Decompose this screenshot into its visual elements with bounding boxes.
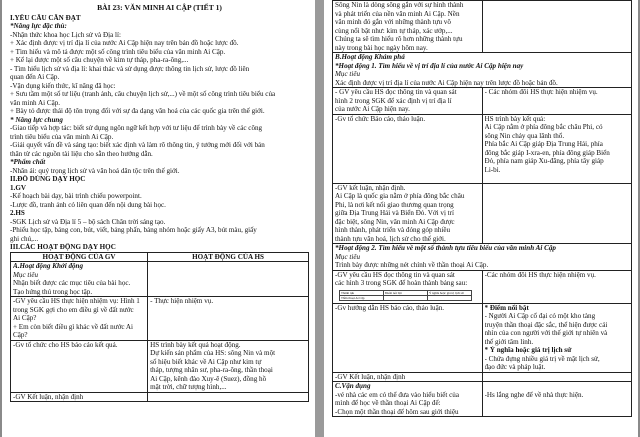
table-row [333, 53, 632, 88]
text-line: + Kể lại được một số câu chuyện về kim tự tháp, pha-ra-ông,... [10, 56, 189, 64]
cell-line: - Thực hiện nhiệm vụ. [150, 297, 214, 305]
right-page [324, 0, 638, 437]
student-activity-cell [148, 340, 309, 392]
cell-line [335, 363, 480, 372]
cell-line: Mục tiêu [13, 270, 39, 279]
cell-line [335, 338, 480, 347]
cell-line: - Các nhóm đôi HS thực hiện nhiệm vụ. [484, 88, 598, 96]
cell-line: truyện thần thoại đặc sắc, thể hiện được cái [484, 320, 608, 329]
text-line: 2.HS [10, 209, 25, 217]
teacher-activity-cell [11, 392, 148, 402]
teacher-activity-cell [333, 303, 483, 372]
student-activity-cell [482, 372, 632, 382]
cell-line: *Hoạt động 1. Tìm hiểu về vị trí địa lí của nước Ai Cập hiện nay [335, 61, 524, 70]
right-activity-table [332, 0, 632, 417]
cell-line: Ai Cập là quốc gia nằm ở phía đông bắc châu [335, 192, 465, 200]
table-row [11, 262, 309, 297]
cell-line: Đỏ, phía nam giáp Xu-đăng, phía tây giáp [484, 157, 604, 165]
table-row [333, 114, 632, 183]
cell-line: trong SGK gợi cho em điều gì về đất nước [13, 305, 134, 314]
text-line: -SGK Lịch sử và Địa lí 5 – bộ sách Chân trời sáng tạo. [10, 217, 166, 226]
table-cell [333, 244, 632, 271]
teacher-activity-cell [333, 183, 483, 244]
cell-line: HS trình bày kết quả hoạt động. [150, 340, 241, 349]
cell-line: *Hoạt động 2. Tìm hiểu về một số thành tựu tiêu biểu của văn minh Ai Cập [335, 244, 556, 252]
text-line: 1.GV [10, 183, 26, 192]
cell-line: HS trình bày kết quả: [484, 114, 546, 123]
lesson-title: BÀI 23: VĂN MINH AI CẬP (TIẾT 1) [97, 3, 222, 12]
cell-line [335, 157, 480, 166]
cell-line: các hình 3 trong SGK để hoàn thành bảng sau: [335, 279, 468, 287]
teacher-activity-cell [333, 1, 483, 53]
student-activity-cell [482, 1, 632, 53]
cell-line: * Ý nghĩa hoặc giá trị lịch sử [484, 346, 572, 354]
cell-line: Nhận biết được các mục tiêu của bài học. [13, 279, 131, 287]
cell-line: - Người Ai Cập cổ đại có một kho tàng [484, 312, 596, 320]
cell-line: -GV Kết luận, nhận định [13, 392, 84, 401]
cell-line: hình thành, phát triển và đóng góp nhiều [335, 226, 451, 234]
student-activity-cell [482, 270, 632, 303]
left-body-text [10, 14, 309, 252]
cell-line: Tạo hứng thú trong học tập. [13, 287, 93, 296]
text-line: I.YÊU CẦU CẦN ĐẠT [10, 13, 81, 22]
cell-line: hình 2 trong SGK để xác định vị trí địa lí [335, 96, 452, 105]
cell-line: và phát triển của nền văn minh Ai Cập. Nền [335, 9, 460, 18]
cell-line: Phía bắc Ai Cập giáp Địa Trung Hải, phía [484, 140, 603, 148]
cell-line [335, 140, 480, 149]
text-line: + Tìm hiểu và mô tả được một số công trình tiêu biểu của văn minh Ai Cập. [10, 47, 226, 56]
cell-line [335, 123, 480, 132]
cell-line [13, 358, 145, 367]
cell-line: Ai Cập nằm ở phía đông bắc châu Phi, có [484, 123, 603, 131]
cell-line: Mục tiêu [335, 70, 361, 78]
cell-line [335, 355, 480, 364]
text-line: -Lược đồ, tranh ảnh có liên quan đến nội dung bài học. [10, 200, 166, 209]
text-line: trình tiêu biểu của văn minh Ai Cập. [10, 132, 114, 141]
table-row [333, 183, 632, 244]
teacher-activity-cell [11, 340, 148, 392]
cell-line: -GV yêu cầu HS thực hiện nhiệm vụ: Hình 1 [13, 297, 140, 305]
mini-table-cell [383, 295, 427, 300]
cell-line: Chúng ta sẽ tìm hiểu rõ hơn những thành tựu [335, 35, 463, 43]
mini-table-header: Thành tựu [340, 290, 384, 295]
teacher-activity-cell [333, 372, 483, 382]
cell-line [335, 166, 480, 175]
cell-line [13, 349, 145, 358]
cell-line: - GV yêu cầu HS đọc thông tin và quan sát [335, 88, 457, 96]
cell-line [335, 346, 480, 355]
cell-line: mình để học về thần thoại Ai Cập để: [335, 399, 441, 407]
table-row [11, 340, 309, 392]
text-line: -Vận dụng kiến thức, kĩ năng đã học: [10, 81, 116, 90]
cell-line: Trình bày được những nét chính về thần thoại Ai Cập. [335, 261, 489, 269]
cell-line: Cập? [13, 331, 28, 339]
text-line: *Phẩm chất [10, 158, 46, 166]
cell-line: thành tựu văn hoá, lịch sử cho thế giới. [335, 234, 446, 243]
left-activity-table [10, 252, 309, 403]
table-header: HOẠT ĐỘNG CỦA GV [11, 252, 148, 262]
table-row [11, 392, 309, 402]
cell-line: Ai Cập? [13, 314, 37, 322]
table-row [333, 382, 632, 417]
cell-line: -GV yêu cầu HS đọc thông tin và quan sát [335, 270, 455, 279]
cell-line: * Điểm nổi bật [484, 303, 529, 312]
cell-line: đông bắc giáp I-xra-en, phía đông giáp Biển [484, 148, 610, 157]
cell-line: tháp, tượng nhân sư, pha-ra-ông, thần thoại [150, 366, 273, 374]
cell-line [335, 312, 480, 321]
mini-table-header: Điểm nổi bật [383, 290, 427, 295]
text-line: -Giao tiếp và hợp tác: biết sử dụng ngôn ngữ kết hợp với tư liệu để trình bày về các công [10, 124, 263, 132]
cell-line: cùng nổi bật như: kim tự tháp, xác ướp,... [335, 26, 453, 35]
cell-line [335, 329, 480, 338]
text-line: III.CÁC HOẠT ĐỘNG DẠY HỌC [10, 243, 116, 251]
student-activity-cell [148, 297, 309, 341]
cell-line: -Gv hướng dẫn HS báo cáo, thảo luận. [335, 303, 445, 312]
text-line: thân từ các nguồn tài liệu cho sẵn theo hướng dẫn. [10, 149, 153, 158]
table-row [333, 372, 632, 382]
cell-line: Dự kiến sản phẩm của HS: sông Nin và một [150, 349, 276, 357]
cell-line [335, 149, 480, 158]
text-line: -Nhận thức khoa học Lịch sử và Địa lí: [10, 30, 121, 39]
cell-line: -Chọn một thần thoại để hôm sau giới thiệu [335, 407, 459, 416]
text-line: + Sưu tầm một số tư liệu (tranh ảnh, câu chuyện lịch sử,...) về một số công trình tiêu biểu của [10, 90, 276, 98]
cell-line: đạo đức và pháp luật. [484, 363, 546, 371]
text-line: II.ĐỒ DÙNG DẠY HỌC [10, 175, 86, 183]
text-line: văn minh Ai Cập. [10, 98, 61, 107]
mini-table-header: Ý nghĩa hoặc giá trị lịch sử [427, 290, 471, 295]
text-line: ghi chú,... [10, 234, 39, 243]
cell-line [335, 132, 480, 141]
cell-line: + Em còn biết điều gì khác về đất nước Ai [13, 322, 133, 331]
teacher-activity-cell [333, 382, 483, 417]
text-line: * Năng lực chung [10, 115, 63, 124]
cell-line [485, 382, 630, 391]
cell-line: -Các nhóm đôi HS thực hiện nhiệm vụ. [484, 270, 596, 279]
student-activity-cell [482, 114, 632, 183]
cell-line: C.Vận dụng [335, 382, 371, 390]
cell-line: -Hs lắng nghe để về nhà thực hiện. [484, 390, 584, 399]
text-line: -Kế hoạch bài dạy, bài trình chiếu powerpoint. [10, 192, 142, 200]
mini-table-cell: Thần thoại Ai Cập [340, 295, 384, 300]
cell-line: Phi, là nơi kết nối giao thương quan trọng [335, 200, 454, 209]
text-line: quan đến Ai Cập. [10, 73, 60, 81]
table-cell [333, 53, 632, 88]
table-row [333, 303, 632, 372]
cell-line [13, 383, 145, 392]
cell-line: -GV kết luận, nhận định. [335, 183, 406, 192]
text-line: -Giải quyết vấn đề và sáng tạo: biết xác định và làm rõ thông tin, ý tưởng mới đối với bản [10, 141, 265, 149]
cell-line: mặt trời, chữ tượng hình,... [150, 383, 227, 391]
cell-line: thế giới tâm linh. [484, 337, 534, 346]
left-page [2, 0, 315, 437]
cell-line: sông Nin chảy qua lãnh thổ. [484, 131, 565, 140]
cell-line: A.Hoạt động Khởi động [13, 262, 84, 270]
cell-line: -GV Kết luận, nhận định [335, 372, 406, 381]
text-line: - Tìm hiểu lịch sử và địa lí: khai thác và sử dụng được thông tin lịch sử, lược đồ liên [10, 64, 250, 73]
cell-line: giữa Địa Trung Hải và Biển Đỏ. Với vị trí [335, 209, 454, 217]
cell-line: Xác định được vị trí địa lí của nước Ai Cập hiện nay trên lược đồ hoặc bản đồ. [335, 78, 558, 87]
table-row [333, 88, 632, 115]
cell-line: - Chứa đựng nhiều giá trị về mặt lịch sử, [484, 354, 600, 363]
mini-table-cell [427, 295, 471, 300]
text-line: -Nhân ái: quý trọng lịch sử và văn hoá dân tộc trên thế giới. [10, 166, 180, 175]
cell-line: Ai Cập, kênh đào Xuy-ê (Suez), đồng hồ [150, 374, 267, 383]
teacher-activity-cell [11, 262, 148, 297]
cell-line: văn minh đó gắn với những thành tựu vô [335, 18, 451, 26]
student-activity-cell [482, 303, 632, 372]
text-line: *Năng lực đặc thù: [10, 22, 67, 30]
student-activity-cell [148, 392, 309, 402]
cell-line: -vé nhà các em có thể đưa vào hiểu biết của [335, 390, 459, 399]
cell-line: số hiệu biết khác về Ai Cập như kim tự [150, 357, 262, 366]
cell-line: -Gv tổ chức cho HS báo cáo kết quả. [13, 340, 118, 349]
cell-line [13, 375, 145, 384]
text-line: + Xác định được vị trí địa lí của nước Ai Cập hiện nay trên bản đồ hoặc lược đồ. [10, 39, 239, 47]
table-row [11, 297, 309, 341]
cell-line: -Gv tổ chức Báo cáo, thảo luận. [335, 114, 426, 123]
cell-line: Sông Nin là dòng sông gắn với sự hình thành [335, 1, 464, 9]
cell-line: B.Hoạt động Khám phá [335, 53, 405, 61]
table-row [333, 1, 632, 53]
teacher-activity-cell [333, 270, 483, 303]
page-gutter [315, 0, 324, 437]
student-activity-cell [482, 183, 632, 244]
cell-line [13, 366, 145, 375]
text-line: + Bày tỏ được thái độ tôn trọng đối với sự đa dạng văn hoá của các quốc gia trên thế giới. [10, 107, 265, 115]
table-row [333, 270, 632, 303]
table-row [333, 244, 632, 271]
student-activity-cell [148, 262, 309, 297]
cell-line: này trong bài học ngày hôm nay. [335, 43, 428, 52]
table-header: HOẠT ĐỘNG CỦA HS [148, 252, 309, 262]
student-activity-cell [482, 88, 632, 115]
cell-line: nhìn của con người với thế giới tự nhiên và [484, 329, 608, 337]
worksheet-mini-table [339, 290, 472, 301]
cell-line: đặc biệt, sông Nin, văn minh Ai Cập được [335, 217, 455, 226]
teacher-activity-cell [333, 114, 483, 183]
cell-line: của nước Ai Cập hiện nay. [335, 105, 410, 113]
student-activity-cell [482, 382, 632, 417]
teacher-activity-cell [333, 88, 483, 115]
cell-line [335, 174, 480, 183]
teacher-activity-cell [11, 297, 148, 341]
cell-line: Mục tiêu [335, 252, 361, 261]
cell-line: Li-bi. [484, 165, 501, 174]
text-line: -Phiếu học tập, bảng con, bút, viết, bảng phấn, bảng nhóm hoặc giấy A3, bút màu, giấy [10, 226, 257, 234]
cell-line [335, 321, 480, 330]
